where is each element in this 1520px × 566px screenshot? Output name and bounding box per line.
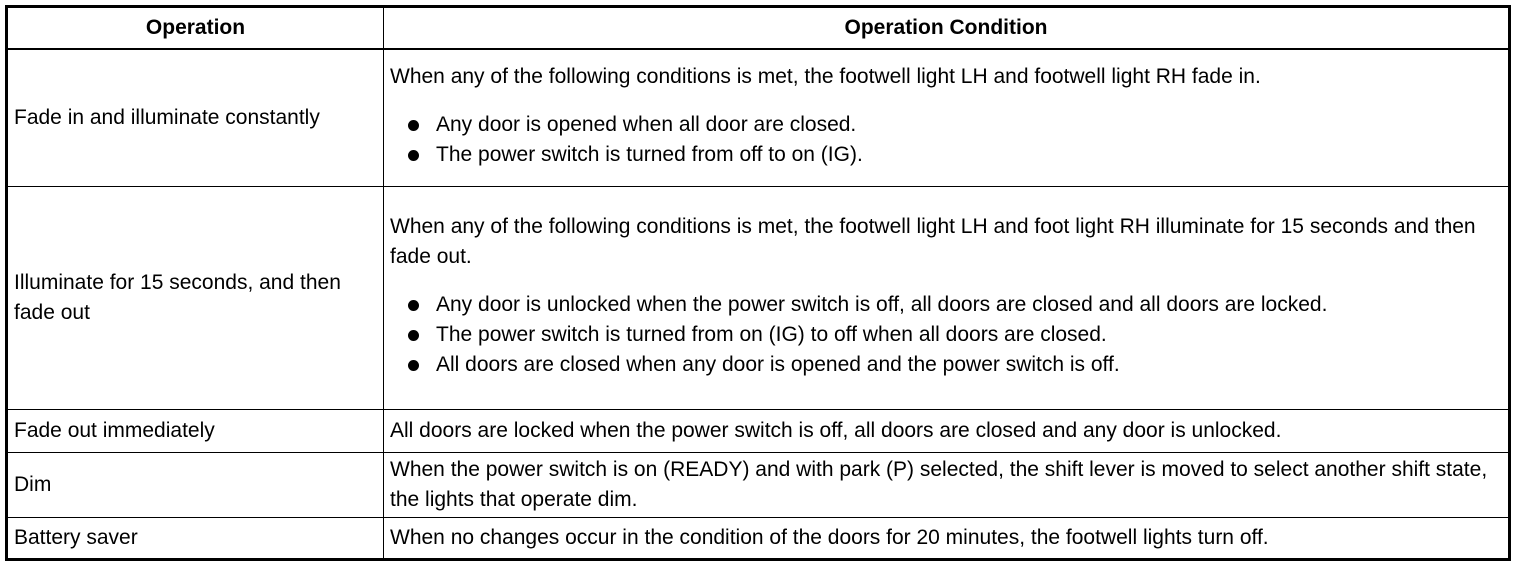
condition-cell bbox=[384, 187, 1510, 410]
operation-cell: Illuminate for 15 seconds, and then fade out bbox=[7, 187, 384, 410]
condition-bullet: All doors are closed when any door is opened and the power switch is off. bbox=[390, 350, 1502, 380]
condition-bullet: Any door is unlocked when the power switch is off, all doors are closed and all doors are locked. bbox=[390, 290, 1502, 320]
table-row bbox=[7, 410, 1510, 453]
condition-cell: When the power switch is on (READY) and with park (P) selected, the shift lever is moved to select another shift state, the lights that operate dim. bbox=[384, 453, 1510, 518]
condition-bullet: Any door is opened when all door are closed. bbox=[390, 110, 1502, 140]
table-header-row bbox=[7, 7, 1510, 50]
table-row bbox=[7, 187, 1510, 410]
condition-bullet: The power switch is turned from on (IG) to off when all doors are closed. bbox=[390, 320, 1502, 350]
document-page bbox=[5, 5, 1511, 561]
header-operation: Operation bbox=[7, 7, 384, 50]
operation-cell: Fade in and illuminate constantly bbox=[7, 49, 384, 187]
table-row bbox=[7, 49, 1510, 187]
operation-cell: Fade out immediately bbox=[7, 410, 384, 453]
operation-cell: Battery saver bbox=[7, 518, 384, 560]
condition-bullet: The power switch is turned from off to on (IG). bbox=[390, 140, 1502, 170]
condition-cell: When no changes occur in the condition of the doors for 20 minutes, the footwell lights turn off. bbox=[384, 518, 1510, 560]
condition-bullet-list bbox=[390, 110, 1502, 170]
condition-intro: When any of the following conditions is met, the footwell light LH and footwell light RH fade in. bbox=[390, 65, 1261, 88]
operation-cell: Dim bbox=[7, 453, 384, 518]
condition-cell: All doors are locked when the power switch is off, all doors are closed and any door is unlocked. bbox=[384, 410, 1510, 453]
table-row bbox=[7, 518, 1510, 560]
table-row bbox=[7, 453, 1510, 518]
operation-condition-table bbox=[5, 5, 1511, 561]
header-operation-condition: Operation Condition bbox=[384, 7, 1510, 50]
condition-cell bbox=[384, 49, 1510, 187]
condition-bullet-list bbox=[390, 290, 1502, 380]
condition-intro: When any of the following conditions is met, the footwell light LH and foot light RH illuminate for 15 seconds and then fade out. bbox=[390, 215, 1476, 268]
